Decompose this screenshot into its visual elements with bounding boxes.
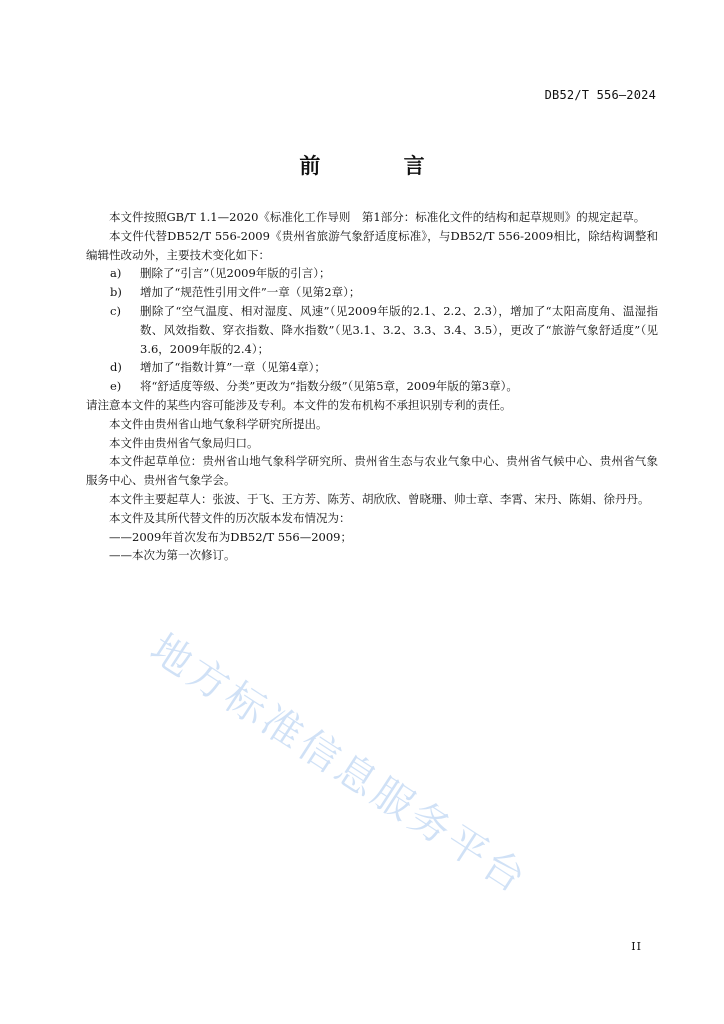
paragraph-version-history: 本文件及其所代替文件的历次版本发布情况为： xyxy=(109,510,351,525)
list-item-mark: b) xyxy=(110,285,122,300)
page-number: II xyxy=(631,940,642,953)
paragraph-history-revision: ——本次为第一次修订。 xyxy=(109,548,236,563)
document-code: DB52/T 556—2024 xyxy=(544,88,656,102)
foreword-body xyxy=(86,208,658,565)
paragraph-history-first: ——2009年首次发布为DB52/T 556—2009； xyxy=(109,529,352,544)
paragraph-replacement: 本文件代替DB52/T 556-2009《贵州省旅游气象舒适度标准》，与DB52/T 556-2009相比，除结构调整和编辑性改动外，主要技术变化如下： xyxy=(86,228,658,262)
list-item xyxy=(86,358,658,377)
watermark: 地方标准信息服务平台 xyxy=(142,625,537,904)
paragraph-administrator: 本文件由贵州省气象局归口。 xyxy=(109,435,259,450)
list-item xyxy=(86,283,658,302)
list-item-text: 删除了“引言”（见2009年版的引言）； xyxy=(140,266,331,281)
page-title: 前 言 xyxy=(299,153,463,178)
list-item-mark: c) xyxy=(110,303,121,318)
list-item-text: 增加了“指数计算”一章（见第4章）； xyxy=(140,360,326,375)
paragraph-patent-notice: 请注意本文件的某些内容可能涉及专利。本文件的发布机构不承担识别专利的责任。 xyxy=(86,397,512,412)
list-item-mark: d) xyxy=(110,360,122,375)
list-item-text: 增加了“规范性引用文件”一章（见第2章）； xyxy=(140,285,361,300)
list-item-text: 删除了“空气温度、相对湿度、风速”（见2009年版的2.1、2.2、2.3），增加了“太阳高度角、温湿指数、风效指数、穿衣指数、降水指数”（见3.1、3.2、3.3、3.4、3.5），更改了“旅游气象舒适度”（见3.6，2009年版的2.4）； xyxy=(140,303,658,356)
paragraph-drafters: 本文件主要起草人：张波、于飞、王方芳、陈芳、胡欣欣、曾晓珊、帅士章、李霄、宋丹、陈娟、徐丹丹。 xyxy=(109,491,650,506)
list-item-text: 将“舒适度等级、分类”更改为“指数分级”（见第5章，2009年版的第3章）。 xyxy=(140,379,518,394)
paragraph-drafting-rule: 本文件按照GB/T 1.1—2020《标准化工作导则 第1部分：标准化文件的结构和起草规则》的规定起草。 xyxy=(109,210,646,224)
list-item xyxy=(86,302,658,358)
list-item-mark: e) xyxy=(110,379,122,394)
list-item-mark: a) xyxy=(110,266,122,281)
list-item xyxy=(86,377,658,396)
list-item xyxy=(86,264,658,283)
paragraph-drafting-units: 本文件起草单位：贵州省山地气象科学研究所、贵州省生态与农业气象中心、贵州省气候中心、贵州省气象服务中心、贵州省气象学会。 xyxy=(86,454,658,488)
paragraph-proposer: 本文件由贵州省山地气象科学研究所提出。 xyxy=(109,416,328,431)
